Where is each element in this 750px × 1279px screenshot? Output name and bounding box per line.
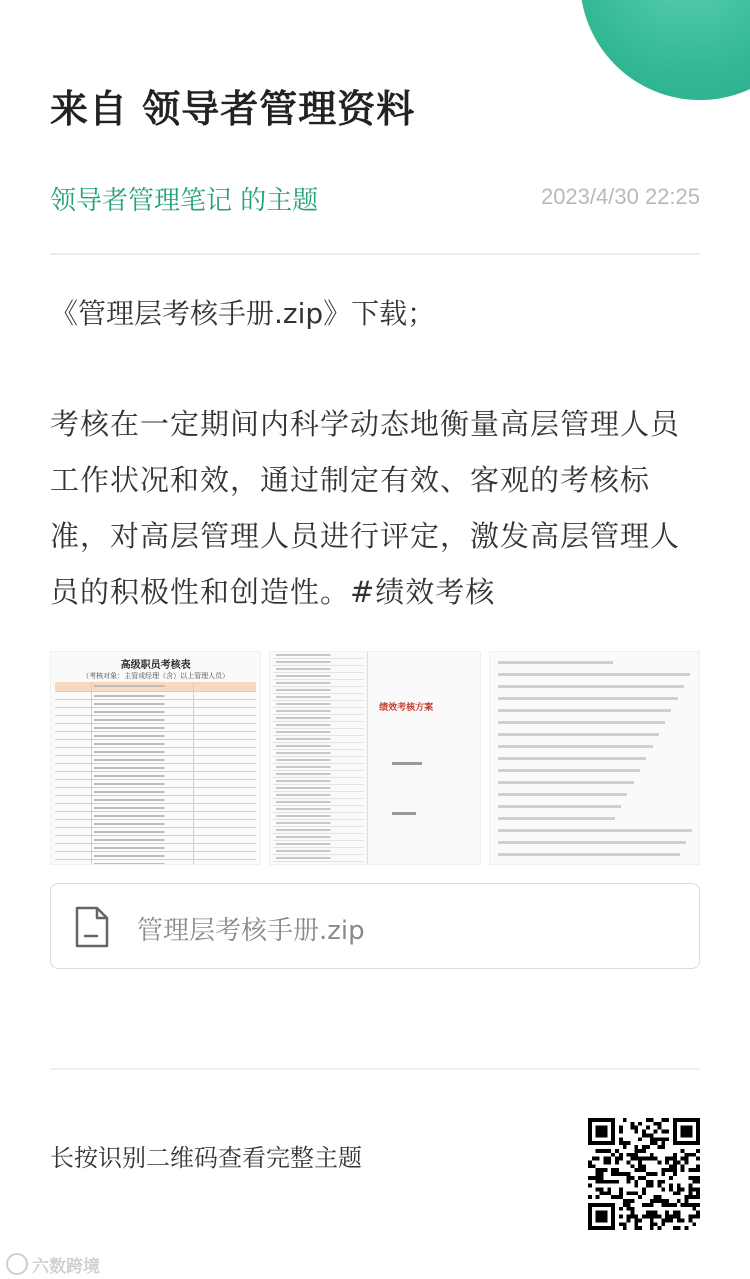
thumbnail-table-row	[55, 860, 256, 865]
file-icon	[75, 906, 109, 948]
thumbnail-text-line	[498, 769, 640, 772]
thumbnail-table-row	[55, 764, 256, 772]
thumbnail-plan-document[interactable]	[269, 651, 480, 865]
thumbnail-table-row	[55, 772, 256, 780]
thumbnail-plan-row	[273, 701, 363, 708]
decorative-corner-shape	[580, 0, 750, 100]
topic-link[interactable]: 领导者管理笔记 的主题	[50, 186, 319, 216]
thumbnail-plan-row	[273, 862, 363, 865]
thumbnail-table-row	[55, 828, 256, 836]
thumbnail-table-row	[55, 724, 256, 732]
thumbnail-plan-row	[273, 827, 363, 834]
thumbnail-plan-row	[273, 729, 363, 736]
watermark-text: 六数跨境	[32, 1257, 100, 1277]
thumbnail-table-row	[55, 844, 256, 852]
thumbnail-text-line	[498, 733, 659, 736]
thumbnail-table-row	[55, 700, 256, 708]
thumbnail-plan-row	[273, 855, 363, 862]
thumbnail-table-row	[55, 708, 256, 716]
thumbnail-table-row	[55, 836, 256, 844]
thumbnail-table-title: 高级职员考核表	[120, 660, 191, 671]
thumbnail-plan-row	[273, 771, 363, 778]
thumbnail-text-line	[498, 745, 653, 748]
thumbnail-plan-row	[273, 834, 363, 841]
thumbnail-table-row	[55, 682, 256, 692]
thumbnail-plan-row	[273, 652, 363, 659]
thumbnail-plan-row	[273, 778, 363, 785]
thumbnail-plan-row	[273, 806, 363, 813]
qr-code-icon[interactable]	[588, 1118, 700, 1230]
thumbnail-text-line	[498, 697, 678, 700]
thumbnail-plan-row	[273, 673, 363, 680]
thumbnail-assessment-table[interactable]	[50, 651, 261, 865]
post-timestamp: 2023/4/30 22:25	[540, 184, 700, 209]
thumbnail-table-row	[55, 812, 256, 820]
thumbnail-plan-row	[273, 799, 363, 806]
thumbnail-plan-row	[273, 813, 363, 820]
thumbnail-plan-row	[273, 750, 363, 757]
thumbnail-table-row	[55, 716, 256, 724]
thumbnail-text-line	[498, 781, 634, 784]
page-title: 来自 领导者管理资料	[50, 87, 416, 131]
thumbnail-plan-row	[273, 848, 363, 855]
thumbnail-plan-table	[270, 652, 367, 864]
thumbnail-table-row	[55, 732, 256, 740]
divider	[50, 253, 700, 255]
thumbnail-table-row	[55, 740, 256, 748]
thumbnail-table-row	[55, 756, 256, 764]
attachment-file-name: 管理层考核手册.zip	[137, 916, 365, 946]
thumbnail-plan-row	[273, 680, 363, 687]
thumbnail-text-line	[498, 841, 686, 844]
thumbnail-plan-row	[273, 666, 363, 673]
thumbnail-text-line	[498, 853, 680, 856]
attachment-card[interactable]	[50, 883, 700, 969]
download-line: 《管理层考核手册.zip》下载；	[50, 297, 436, 330]
thumbnail-text-line	[498, 709, 672, 712]
thumbnail-table-row	[55, 820, 256, 828]
thumbnail-text-line	[498, 673, 691, 676]
thumbnail-plan-row	[273, 764, 363, 771]
thumbnail-plan-row	[273, 792, 363, 799]
thumbnail-plan-row	[273, 687, 363, 694]
post-body: 考核在一定期间内科学动态地衡量高层管理人员工作状况和效，通过制定有效、客观的考核标准，对高层管理人员进行评定，激发高层管理人员的积极性和创造性。#绩效考核	[50, 407, 681, 609]
thumbnail-plan-row	[273, 785, 363, 792]
thumbnail-table-row	[55, 692, 256, 700]
thumbnail-plan-row	[273, 841, 363, 848]
thumbnail-plan-title: 绩效考核方案	[379, 703, 434, 713]
watermark-logo-icon	[6, 1253, 28, 1275]
thumbnail-text-line	[498, 793, 628, 796]
thumbnail-table-row	[55, 852, 256, 860]
thumbnail-plan-row	[273, 659, 363, 666]
thumbnail-plan-row	[273, 694, 363, 701]
divider	[50, 1068, 700, 1070]
thumbnail-table-row	[55, 804, 256, 812]
thumbnail-text-line	[498, 817, 615, 820]
topic-row	[50, 180, 700, 220]
thumbnail-text-line	[498, 757, 647, 760]
thumbnail-text-line	[498, 805, 622, 808]
thumbnail-plan-row	[273, 820, 363, 827]
thumbnail-table-row	[55, 788, 256, 796]
thumbnail-plan-row	[273, 715, 363, 722]
thumbnail-plan-line	[392, 762, 422, 765]
thumbnail-plan-row	[273, 708, 363, 715]
qr-hint-text: 长按识别二维码查看完整主题	[50, 1144, 362, 1172]
thumbnail-plan-row	[273, 743, 363, 750]
thumbnail-plan-line	[392, 812, 416, 815]
watermark	[6, 1252, 100, 1277]
thumbnail-text-line	[498, 829, 693, 832]
thumbnail-text-line	[498, 721, 665, 724]
thumbnail-text-line	[498, 661, 613, 664]
thumbnail-plan-row	[273, 722, 363, 729]
thumbnail-table-row	[55, 748, 256, 756]
thumbnail-table-row	[55, 780, 256, 788]
thumbnail-table-subtitle: （考核对象：主管或经理（含）以上管理人员）	[82, 672, 230, 680]
image-gallery	[50, 651, 700, 863]
thumbnail-plan-row	[273, 736, 363, 743]
thumbnail-table-row	[55, 796, 256, 804]
thumbnail-text-line	[498, 685, 684, 688]
thumbnail-table-grid	[55, 682, 256, 865]
thumbnail-text-document[interactable]	[489, 651, 700, 865]
thumbnail-plan-row	[273, 757, 363, 764]
